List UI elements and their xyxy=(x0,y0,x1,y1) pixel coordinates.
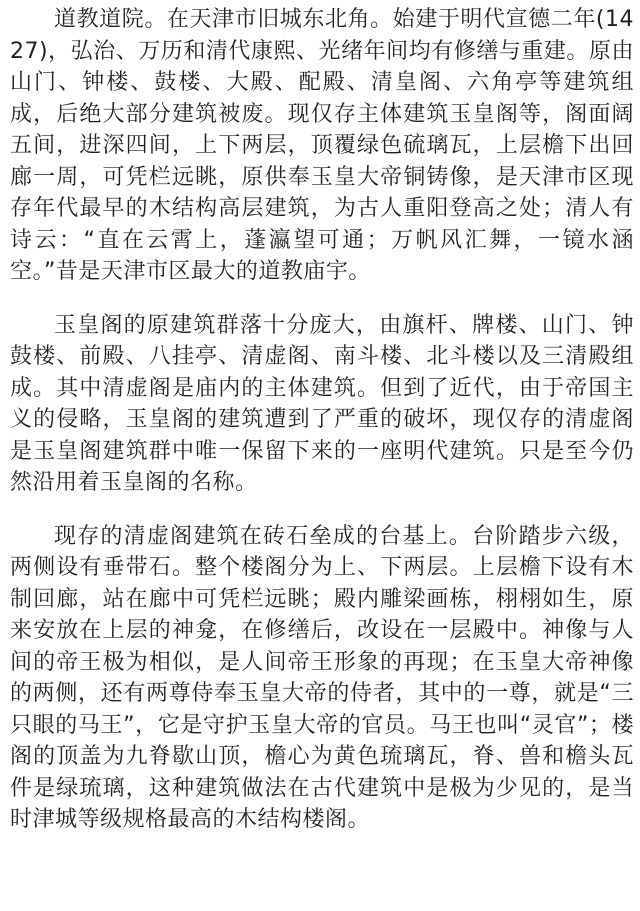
paragraph-3: 现存的清虚阁建筑在砖石垒成的台基上。台阶踏步六级，两侧设有垂带石。整个楼阁分为上、下两层。上层檐下设有木制回廊，站在廊中可凭栏远眺；殿内雕梁画栋，栩栩如生，原来安放在上层的神龛，在修缮后，改设在一层殿中。神像与人间的帝王极为相似，是人间帝王形象的再现；在玉皇大帝神像的两侧，还有两尊侍奉玉皇大帝的侍者，其中的一尊，就是“三只眼的马王”，它是守护玉皇大帝的官员。马王也叫“灵官”；楼阁的顶盖为九脊歇山顶，檐心为黄色琉璃瓦，脊、兽和檐头瓦件是绿琉璃，这种建筑做法在古代建筑中是极为少见的，是当时津城等级规格最高的木结构楼阁。 xyxy=(10,523,634,832)
paragraph-1: 道教道院。在天津市旧城东北角。始建于明代宣德二年(1427)，弘治、万历和清代康熙、光绪年间均有修缮与重建。原由山门、钟楼、鼓楼、大殿、配殿、清皇阁、六角亭等建筑组成，后绝大部分建筑被废。现仅存主体建筑玉皇阁等，阁面阔五间，进深四间，上下两层，顶覆绿色硫璃瓦，上层檐下出回廊一周，可凭栏远眺，原供奉玉皇大帝铜铸像，是天津市区现存年代最早的木结构高层建筑，为古人重阳登高之处；清人有诗云：“直在云霄上，蓬瀛望可通；万帆风汇舞，一镜水涵空。”昔是天津市区最大的道教庙宇。 xyxy=(10,7,634,284)
paragraph-2: 玉皇阁的原建筑群落十分庞大，由旗杆、牌楼、山门、钟鼓楼、前殿、八挂亭、清虚阁、南斗楼、北斗楼以及三清殿组成。其中清虚阁是庙内的主体建筑。但到了近代，由于帝国主义的侵略，玉皇阁的建筑遭到了严重的破坏，现仅存的清虚阁是玉皇阁建筑群中唯一保留下来的一座明代建筑。只是至今仍然沿用着玉皇阁的名称。 xyxy=(10,312,634,495)
